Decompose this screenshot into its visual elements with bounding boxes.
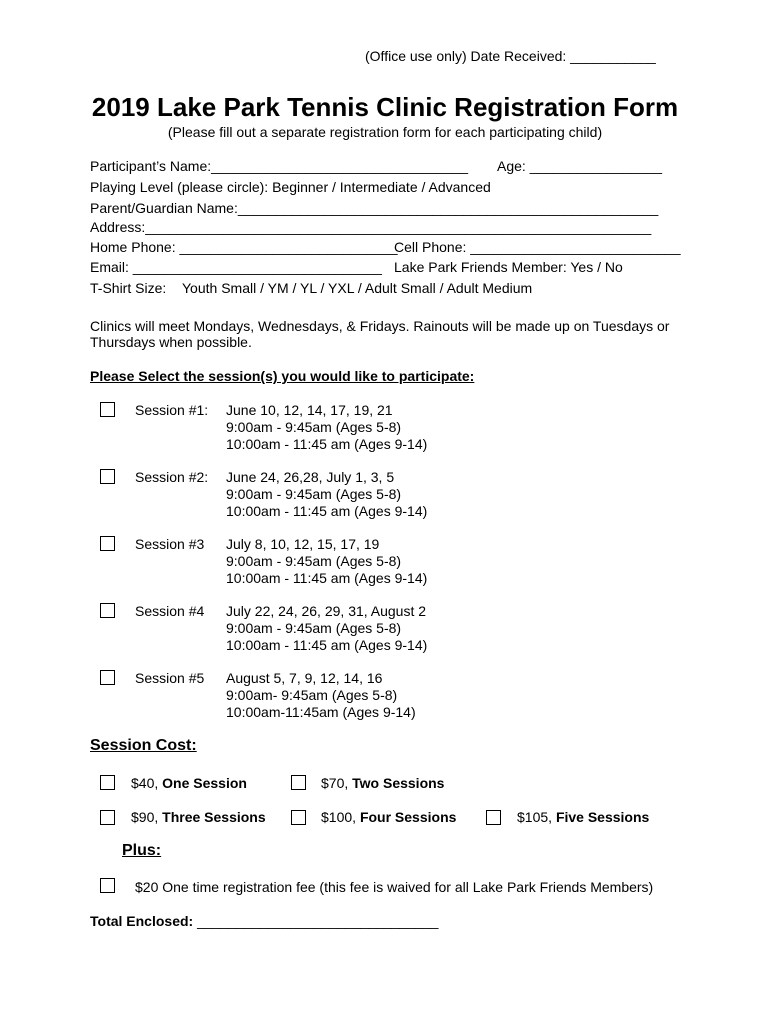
session-1-time-2: 10:00am - 11:45 am (Ages 9-14)	[226, 436, 428, 452]
session-5-time-1: 9:00am- 9:45am (Ages 5-8)	[226, 687, 398, 703]
session-1-dates: June 10, 12, 14, 17, 19, 21	[226, 402, 393, 418]
cost-three-sessions-price: $90,	[131, 809, 159, 825]
clinic-info-line-2: Thursdays when possible.	[90, 334, 252, 350]
session-2-details	[226, 469, 427, 520]
cost-four-sessions-price: $100,	[321, 809, 357, 825]
session-1-details	[226, 402, 427, 453]
session-1-checkbox[interactable]	[100, 402, 115, 417]
parent-guardian-name-field[interactable]: Parent/Guardian Name:______________________________________________________	[90, 200, 659, 216]
registration-fee-checkbox[interactable]	[100, 878, 115, 893]
tshirt-size-label: T-Shirt Size:	[90, 280, 167, 296]
session-4-checkbox[interactable]	[100, 603, 115, 618]
form-subtitle: (Please fill out a separate registration form for each participating child)	[167, 124, 603, 140]
cost-four-sessions-name: Four Sessions	[359, 809, 457, 825]
session-4-dates: July 22, 24, 26, 29, 31, August 2	[226, 603, 427, 619]
total-enclosed-blank[interactable]: _______________________________	[197, 913, 439, 929]
session-5-details	[226, 670, 416, 721]
session-5-time-2: 10:00am-11:45am (Ages 9-14)	[226, 704, 416, 720]
session-5-dates: August 5, 7, 9, 12, 14, 16	[226, 670, 383, 686]
cost-four-sessions-checkbox[interactable]	[291, 810, 306, 825]
session-3-time-1: 9:00am - 9:45am (Ages 5-8)	[226, 553, 402, 569]
cost-five-sessions-price: $105,	[517, 809, 553, 825]
form-title: 2019 Lake Park Tennis Clinic Registration Form	[91, 92, 679, 122]
total-enclosed[interactable]	[90, 913, 438, 929]
tshirt-size-options[interactable]: Youth Small / YM / YL / YXL / Adult Small / Adult Medium	[182, 280, 533, 296]
session-4-label: Session #4	[135, 603, 205, 619]
sessions-heading: Please Select the session(s) you would like to participate:	[90, 368, 475, 384]
session-3-label: Session #3	[135, 536, 205, 552]
cost-four-sessions-label	[321, 809, 456, 825]
cost-five-sessions-name: Five Sessions	[555, 809, 650, 825]
session-4-details	[226, 603, 427, 654]
friends-member-field[interactable]: Lake Park Friends Member: Yes / No	[394, 259, 623, 275]
cost-one-session-label	[131, 775, 247, 791]
session-4-time-1: 9:00am - 9:45am (Ages 5-8)	[226, 620, 402, 636]
cell-phone-field[interactable]: Cell Phone: ___________________________	[394, 239, 681, 255]
session-3-checkbox[interactable]	[100, 536, 115, 551]
session-2-checkbox[interactable]	[100, 469, 115, 484]
office-use-date-received: (Office use only) Date Received: ___________	[365, 48, 656, 64]
session-4-time-2: 10:00am - 11:45 am (Ages 9-14)	[226, 637, 428, 653]
session-3-details	[226, 536, 427, 587]
session-1-time-1: 9:00am - 9:45am (Ages 5-8)	[226, 419, 402, 435]
total-enclosed-label: Total Enclosed:	[90, 913, 194, 929]
address-field[interactable]: Address:_________________________________________________________________	[90, 219, 652, 235]
home-phone-field[interactable]: Home Phone: ____________________________	[90, 239, 398, 255]
session-5-label: Session #5	[135, 670, 205, 686]
session-cost-heading: Session Cost:	[90, 737, 197, 754]
age-field[interactable]: Age: _________________	[497, 158, 663, 174]
cost-three-sessions-checkbox[interactable]	[100, 810, 115, 825]
cost-five-sessions-checkbox[interactable]	[486, 810, 501, 825]
cost-one-session-price: $40,	[131, 775, 159, 791]
cost-two-sessions-label	[321, 775, 444, 791]
session-1-label: Session #1:	[135, 402, 209, 418]
cost-one-session-name: One Session	[162, 775, 247, 791]
cost-three-sessions-label	[131, 809, 266, 825]
session-5-checkbox[interactable]	[100, 670, 115, 685]
clinic-info-line-1: Clinics will meet Mondays, Wednesdays, & Fridays. Rainouts will be made up on Tuesdays or	[90, 318, 670, 334]
plus-heading: Plus:	[122, 842, 162, 859]
cost-two-sessions-price: $70,	[321, 775, 349, 791]
session-2-time-2: 10:00am - 11:45 am (Ages 9-14)	[226, 503, 428, 519]
email-field[interactable]: Email: ________________________________	[90, 259, 382, 275]
cost-one-session-checkbox[interactable]	[100, 775, 115, 790]
session-2-label: Session #2:	[135, 469, 209, 485]
cost-two-sessions-checkbox[interactable]	[291, 775, 306, 790]
registration-fee-label: $20 One time registration fee (this fee is waived for all Lake Park Friends Members)	[135, 879, 654, 895]
playing-level-field[interactable]: Playing Level (please circle): Beginner / Intermediate / Advanced	[90, 179, 491, 195]
session-2-time-1: 9:00am - 9:45am (Ages 5-8)	[226, 486, 402, 502]
session-3-dates: July 8, 10, 12, 15, 17, 19	[226, 536, 380, 552]
session-3-time-2: 10:00am - 11:45 am (Ages 9-14)	[226, 570, 428, 586]
session-2-dates: June 24, 26,28, July 1, 3, 5	[226, 469, 395, 485]
participant-name-field[interactable]: Participant’s Name:_________________________________	[90, 158, 469, 174]
cost-two-sessions-name: Two Sessions	[352, 775, 445, 791]
cost-five-sessions-label	[517, 809, 649, 825]
cost-three-sessions-name: Three Sessions	[162, 809, 266, 825]
